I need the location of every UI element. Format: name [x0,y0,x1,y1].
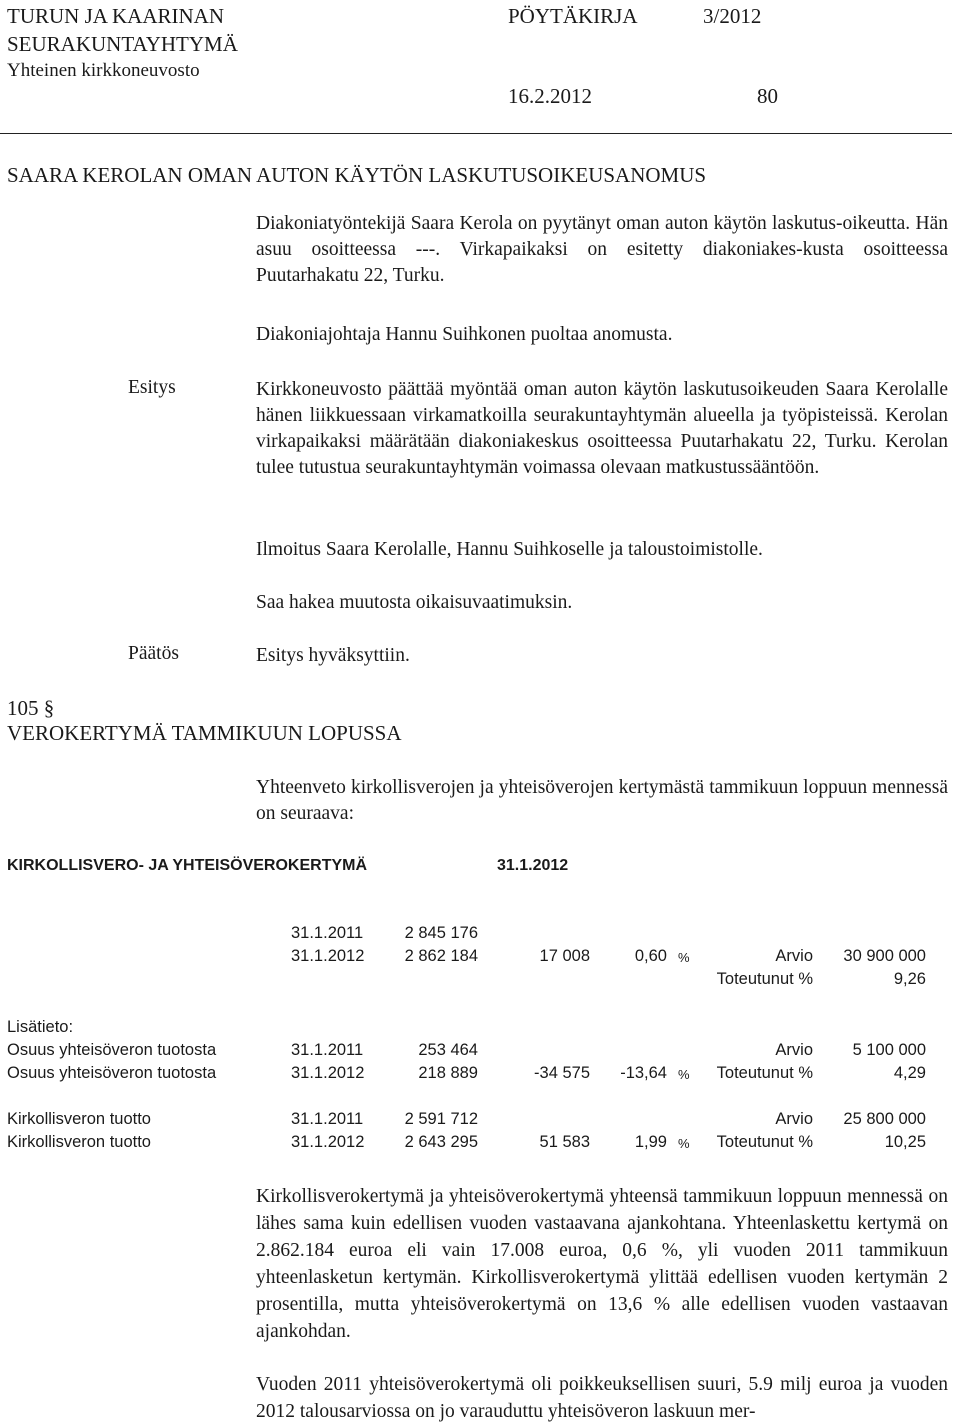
decision-text: Esitys hyväksyttiin. [256,645,410,666]
table-date: 31.1.2012 [497,857,569,874]
row-label: Lisätieto: [7,1018,74,1036]
meeting-date: 16.2.2012 [508,84,592,108]
row-change: -34 575 [534,1064,590,1082]
section-number-value: 105 [7,696,39,720]
notification-text: Ilmoitus Saara Kerolalle, Hannu Suihkoselle ja taloustoimistolle. [256,539,763,560]
row-change-percent: -13,64 [620,1064,667,1082]
section-intro: Yhteenveto kirkollisverojen ja yhteisöverojen kertymästä tammikuun loppuun mennessä on seuraava: [256,777,948,824]
proposal-text: Kirkkoneuvosto päättää myöntää oman auton käytön laskutusoikeuden Saara Kerolalle hänen liikkuessaan virkamatkoilla seurakuntayhtymän alueella ja työpisteissä. Kerolan virkapaikaksi määrätään diakoniakeskus osoitteessa Puutarhakatu 22, Turku. Kerolan tulee tutustua seurakuntayhtymän voimassa olevaan matkustussääntöön. [256,379,948,478]
row-kind: Toteutunut % [716,1064,813,1082]
table-row [7,970,937,992]
row-label: Osuus yhteisöveron tuotosta [7,1041,217,1059]
row-change: 17 008 [539,947,590,965]
row-kind-value: 9,26 [893,970,926,988]
row-date: 31.1.2011 [291,924,364,942]
table-row [7,1018,937,1040]
row-kind-value: 30 900 000 [843,947,926,965]
document-type: PÖYTÄKIRJA [508,4,638,28]
decision-label: Päätös [128,643,179,664]
table-row [7,947,937,969]
row-label: Kirkollisveron tuotto [7,1133,151,1151]
row-amount: 2 643 295 [404,1133,478,1151]
header-divider [0,133,952,134]
row-kind: Arvio [775,1110,813,1128]
row-amount: 253 464 [418,1041,478,1059]
table-title: KIRKOLLISVERO- JA YHTEISÖVEROKERTYMÄ [7,857,368,874]
table-row [7,1110,937,1132]
section-title: VEROKERTYMÄ TAMMIKUUN LOPUSSA [7,721,402,745]
row-kind: Arvio [775,947,813,965]
page-number: 80 [757,84,778,108]
row-kind: Toteutunut % [716,970,813,988]
table-row [7,1133,937,1155]
proposal-label: Esitys [128,377,176,398]
section-paragraph: Diakoniajohtaja Hannu Suihkonen puoltaa anomusta. [256,324,673,345]
table-row [7,1041,937,1063]
row-change-percent: 0,60 [634,947,667,965]
row-label: Osuus yhteisöveron tuotosta [7,1064,217,1082]
organization-unit: SEURAKUNTAYHTYMÄ [7,32,238,56]
row-kind-value: 5 100 000 [852,1041,926,1059]
section-title: SAARA KEROLAN OMAN AUTON KÄYTÖN LASKUTUSOIKEUSANOMUS [7,163,707,187]
row-kind-value: 10,25 [884,1133,926,1151]
row-amount: 218 889 [418,1064,478,1082]
row-amount: 2 591 712 [404,1110,478,1128]
row-amount: 2 845 176 [404,924,478,942]
summary-paragraph: Kirkollisverokertymä ja yhteisöverokertymä yhteensä tammikuun loppuun mennessä on lähes sama kuin edellisen vuoden vastaavana ajankohtana. Yhteenlaskettu kertymä on 2.862.184 euroa eli vain 17.008 euroa, 0,6 %, yli vuoden 2011 tammikuun yhteenlasketun kertymän. Kirkollisverokertymä ylittää edellisen vuoden kertymän 2 prosentilla, mutta yhteisöverokertymä on 13,6 % alle edellisen vuoden vastaavan ajankohdan. [256,1186,948,1342]
appeal-text: Saa hakea muutosta oikaisuvaatimuksin. [256,592,573,613]
section-paragraph: Diakoniatyöntekijä Saara Kerola on pyytänyt oman auton käytön laskutus-oikeutta. Hän asuu osoitteessa ---. Virkapaikaksi on esitetty diakoniakes-kusta osoitteessa Puutarhakatu 22, Turku. [256,213,948,286]
row-amount: 2 862 184 [404,947,478,965]
table-row [7,1064,937,1086]
table-row [7,924,937,946]
row-date: 31.1.2012 [291,1064,365,1082]
summary-paragraph: Vuoden 2011 yhteisöverokertymä oli poikkeuksellisen suuri, 5.9 milj euroa ja vuoden 2012 talousarviossa on jo varauduttu yhteisöveron laskuun mer- [256,1374,948,1422]
row-change-percent: 1,99 [634,1133,667,1151]
document-number: 3/2012 [703,4,762,28]
row-kind: Arvio [775,1041,813,1059]
section-mark: § [43,696,55,720]
row-percent-sign: % [678,950,690,965]
row-label: Kirkollisveron tuotto [7,1110,151,1128]
row-kind-value: 25 800 000 [843,1110,926,1128]
row-kind-value: 4,29 [893,1064,926,1082]
row-kind: Toteutunut % [716,1133,813,1151]
section-number [7,696,54,721]
row-percent-sign: % [678,1136,690,1151]
row-date: 31.1.2012 [291,1133,365,1151]
meeting-body: Yhteinen kirkkoneuvosto [7,60,200,81]
row-percent-sign: % [678,1067,690,1082]
row-date: 31.1.2011 [291,1110,364,1128]
row-date: 31.1.2011 [291,1041,364,1059]
row-date: 31.1.2012 [291,947,365,965]
row-change: 51 583 [539,1133,590,1151]
organization-name: TURUN JA KAARINAN [7,4,225,28]
